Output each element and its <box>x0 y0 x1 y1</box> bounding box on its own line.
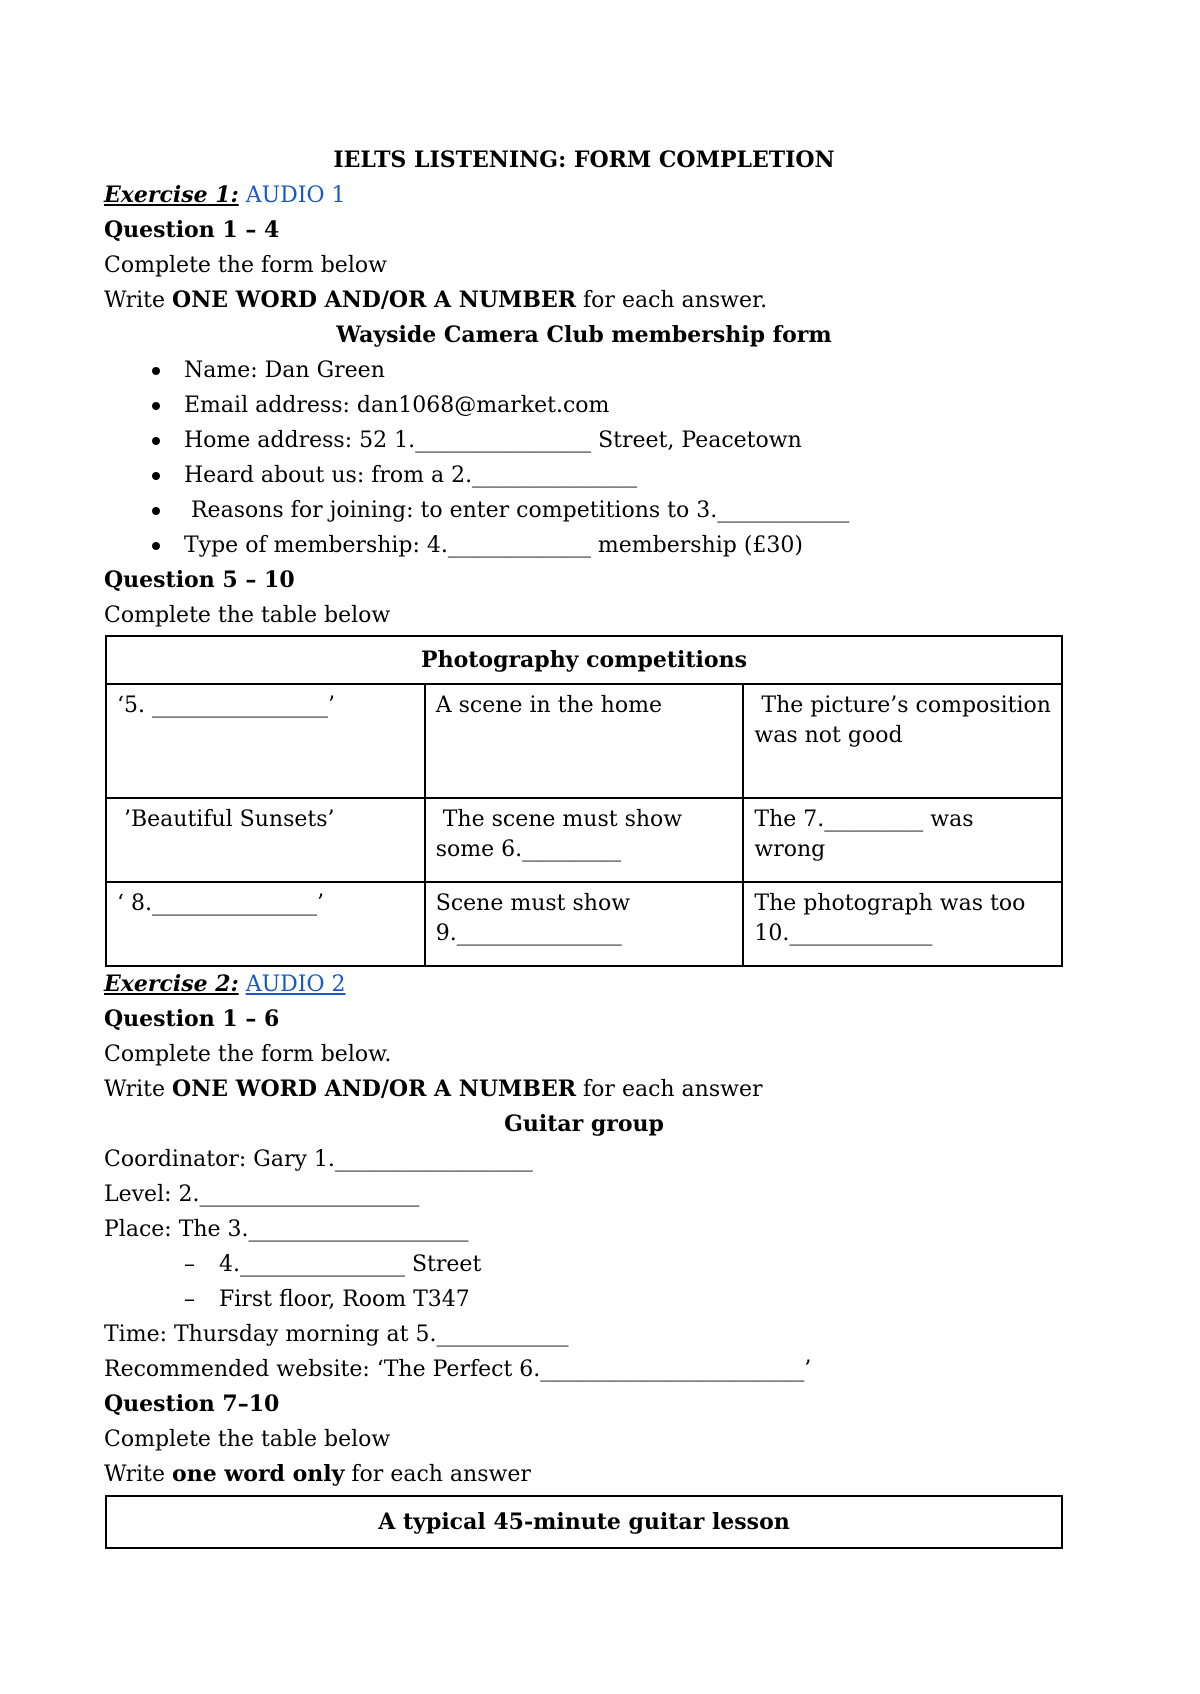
table-cell: ’Beautiful Sunsets’ <box>106 798 425 882</box>
table-cell: The scene must show some 6._________ <box>425 798 744 882</box>
instruction-emphasis: ONE WORD AND/OR A NUMBER <box>172 1076 577 1102</box>
form-line-time: Time: Thursday morning at 5.____________ <box>104 1322 569 1347</box>
audio2-link[interactable]: AUDIO 2 <box>245 972 346 997</box>
table-cell: ‘5. ________________’ <box>106 684 425 798</box>
form-item-email: Email address: dan1068@market.com <box>184 388 1064 423</box>
guitar-lesson-table-header: A typical 45-minute guitar lesson <box>105 1495 1063 1549</box>
instruction-text: Write <box>104 1462 173 1487</box>
table-row <box>106 798 1062 882</box>
exercise2-label: Exercise 2: <box>104 971 239 997</box>
table-header: Photography competitions <box>106 636 1062 684</box>
form-item-membership-type: Type of membership: 4._____________ membership (£30) <box>184 528 1064 563</box>
instruction-text: for each answer <box>344 1462 531 1487</box>
ex1-table-instruction: Complete the table below <box>104 603 391 628</box>
form-item-heard-about: Heard about us: from a 2._______________ <box>184 458 1064 493</box>
document-page <box>104 143 1064 1549</box>
page-title: IELTS LISTENING: FORM COMPLETION <box>333 147 835 173</box>
form-line-coordinator: Coordinator: Gary 1.__________________ <box>104 1147 533 1172</box>
exercise2-heading <box>104 967 1064 1002</box>
table-cell: The picture’s composition was not good <box>743 684 1062 798</box>
place-details-list <box>104 1247 1064 1317</box>
ex2-word-instruction <box>104 1457 1064 1492</box>
form-line-website: Recommended website: ‘The Perfect 6.________________________’ <box>104 1357 812 1382</box>
ex1-question-1-4-heading: Question 1 – 4 <box>104 217 280 243</box>
ex2-instruction-write <box>104 1072 1064 1107</box>
exercise1-label: Exercise 1: <box>104 182 239 208</box>
instruction-text: Write <box>104 1077 173 1102</box>
instruction-text: Write <box>104 288 173 313</box>
ex2-table-instruction: Complete the table below <box>104 1427 391 1452</box>
form-item-name: Name: Dan Green <box>184 353 1064 388</box>
instruction-emphasis: ONE WORD AND/OR A NUMBER <box>172 287 577 313</box>
ex2-question-7-10-heading: Question 7–10 <box>104 1391 280 1417</box>
form-item-reasons: Reasons for joining: to enter competitions to 3.____________ <box>184 493 1064 528</box>
table-cell: ‘ 8._______________’ <box>106 882 425 966</box>
instruction-emphasis: one word only <box>172 1461 345 1487</box>
camera-club-form-title: Wayside Camera Club membership form <box>336 322 832 348</box>
table-cell: The photograph was too 10._____________ <box>743 882 1062 966</box>
instruction-text: for each answer. <box>576 288 768 313</box>
table-cell: Scene must show 9._______________ <box>425 882 744 966</box>
membership-form-list <box>104 353 1064 563</box>
table-cell: The 7._________ was wrong <box>743 798 1062 882</box>
ex1-question-5-10-heading: Question 5 – 10 <box>104 567 295 593</box>
table-row <box>106 882 1062 966</box>
ex1-instruction-write <box>104 283 1064 318</box>
photography-competitions-table <box>105 635 1063 967</box>
guitar-group-title: Guitar group <box>504 1111 664 1137</box>
ex1-instruction-complete-form: Complete the form below <box>104 253 387 278</box>
place-detail-room: – First floor, Room T347 <box>219 1282 1064 1317</box>
place-detail-street: – 4._______________ Street <box>219 1247 1064 1282</box>
ex2-instruction-complete-form: Complete the form below. <box>104 1042 392 1067</box>
form-item-home-address: Home address: 52 1.________________ Street, Peacetown <box>184 423 1064 458</box>
instruction-text: for each answer <box>576 1077 763 1102</box>
form-line-level: Level: 2.____________________ <box>104 1182 420 1207</box>
form-line-place: Place: The 3.____________________ <box>104 1217 469 1242</box>
table-row <box>106 684 1062 798</box>
ex2-question-1-6-heading: Question 1 – 6 <box>104 1006 280 1032</box>
exercise1-heading <box>104 178 1064 213</box>
table-cell: A scene in the home <box>425 684 744 798</box>
audio1-link[interactable]: AUDIO 1 <box>245 183 346 208</box>
table-header-row <box>106 636 1062 684</box>
